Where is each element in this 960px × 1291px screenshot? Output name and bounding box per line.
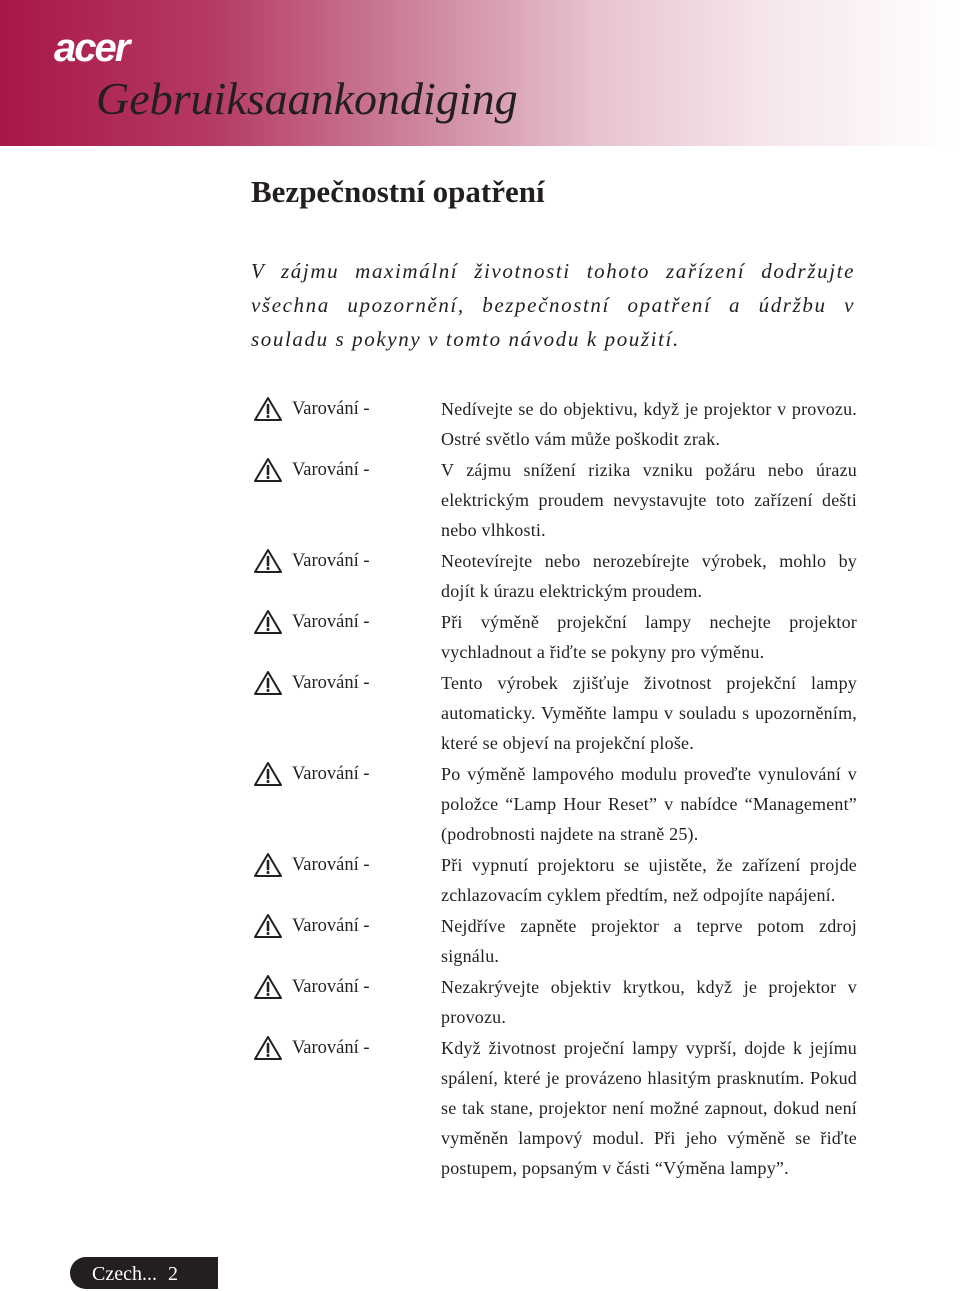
warning-item xyxy=(253,759,857,849)
warning-item xyxy=(253,911,857,971)
section-title: Bezpečnostní opatření xyxy=(251,174,545,209)
warning-triangle-icon xyxy=(253,548,283,574)
warning-triangle-icon xyxy=(253,913,283,939)
warning-text: Nezakrývejte objektiv krytkou, když je projektor v provozu. xyxy=(441,977,857,1027)
acer-logo: acer xyxy=(54,26,129,70)
warning-triangle-icon xyxy=(253,670,283,696)
footer-section-label: Czech... xyxy=(92,1263,157,1285)
warning-triangle-icon xyxy=(253,1035,283,1061)
warning-text: V zájmu snížení rizika vzniku požáru nebo úrazu elektrickým proudem nevystavujte toto zařízení dešti nebo vlhkosti. xyxy=(441,460,857,540)
warning-triangle-icon xyxy=(253,761,283,787)
warning-item xyxy=(253,668,857,758)
warning-item xyxy=(253,850,857,910)
warning-text: Při výměně projekční lampy nechejte projektor vychladnout a řiďte se pokyny pro výměnu. xyxy=(441,612,857,662)
warning-label: Varování - xyxy=(292,764,370,784)
warning-text: Tento výrobek zjišťuje životnost projekční lampy automaticky. Vyměňte lampu v souladu s upozorněním, které se objeví na projekční ploše. xyxy=(441,673,857,753)
warning-text: Nejdříve zapněte projektor a teprve potom zdroj signálu. xyxy=(441,916,857,966)
warning-label: Varování - xyxy=(292,673,370,693)
warning-list xyxy=(253,394,857,1184)
warning-label: Varování - xyxy=(292,460,370,480)
warning-triangle-icon xyxy=(253,974,283,1000)
warning-triangle-icon xyxy=(253,396,283,422)
warning-item xyxy=(253,455,857,545)
warning-label: Varování - xyxy=(292,855,370,875)
warning-label: Varování - xyxy=(292,612,370,632)
warning-triangle-icon xyxy=(253,457,283,483)
warning-label: Varování - xyxy=(292,1038,370,1058)
warning-item xyxy=(253,546,857,606)
warning-text: Po výměně lampového modulu proveďte vynulování v položce “Lamp Hour Reset” v nabídce “Management” (podrobnosti najdete na straně 25). xyxy=(441,764,857,844)
warning-text: Neotevírejte nebo nerozebírejte výrobek, mohlo by dojít k úrazu elektrickým proudem. xyxy=(441,551,857,601)
warning-text: Když životnost proječní lampy vyprší, dojde k jejímu spálení, které je provázeno hlasitým prasknutím. Pokud se tak stane, projektor není možné zapnout, dokud není vyměněn lampový modul. Při jeho výměně se řiďte postupem, popsaným v části “Výměna lampy”. xyxy=(441,1038,857,1178)
warning-label: Varování - xyxy=(292,977,370,997)
warning-label: Varování - xyxy=(292,399,370,419)
warning-label: Varování - xyxy=(292,551,370,571)
warning-label: Varování - xyxy=(292,916,370,936)
warning-text: Nedívejte se do objektivu, když je projektor v provozu. Ostré světlo vám může poškodit zrak. xyxy=(441,399,857,449)
page-title: Gebruiksaankondiging xyxy=(96,73,518,124)
warning-text: Při vypnutí projektoru se ujistěte, že zařízení projde zchlazovacím cyklem předtím, než odpojíte napájení. xyxy=(441,855,857,905)
page-number: 2 xyxy=(168,1263,178,1285)
warning-triangle-icon xyxy=(253,609,283,635)
intro-paragraph: V zájmu maximální životnosti tohoto zařízení dodržujte všechna upozornění, bezpečnostní opatření a údržbu v souladu s pokyny v tomto návodu k použití. xyxy=(251,259,855,351)
warning-item xyxy=(253,1033,857,1183)
warning-item xyxy=(253,394,857,454)
warning-item xyxy=(253,972,857,1032)
warning-triangle-icon xyxy=(253,852,283,878)
warning-item xyxy=(253,607,857,667)
